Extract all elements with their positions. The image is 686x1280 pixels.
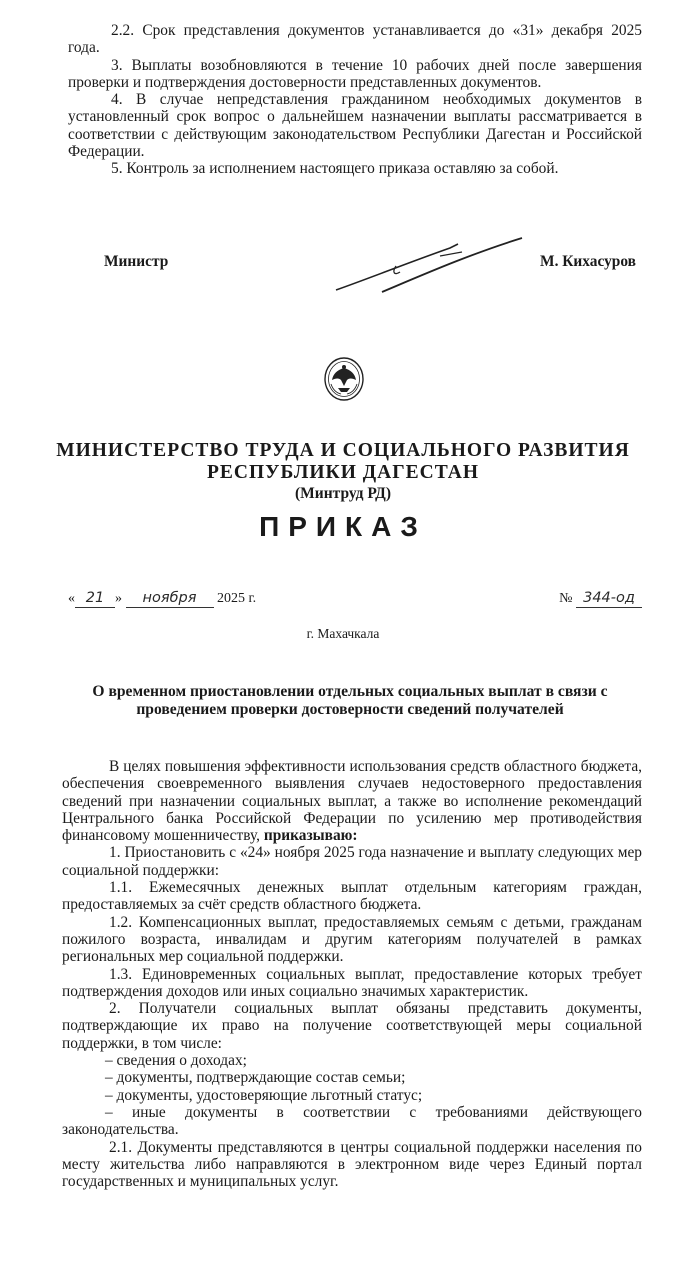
intro-paragraph [62,758,642,844]
signatory-name: М. Кихасуров [540,253,636,270]
city-line: г. Махачкала [306,626,380,641]
paragraph-1-3: 1.3. Единовременных социальных выплат, предоставление которых требует подтверждения доходов или иных социально значимых характеристик. [62,965,642,1000]
ministry-short-name: (Минтруд РД) [295,485,391,502]
ministry-name-line2: РЕСПУБЛИКИ ДАГЕСТАН [206,462,480,483]
paragraph-2: 2. Получатели социальных выплат обязаны представить документы, подтверждающие их право на получение соответствующей меры социальной поддержки, в том числе: [62,1000,642,1052]
list-item: – сведения о доходах; [105,1052,247,1070]
order-body [62,758,642,1190]
date-day: 21 [75,590,115,608]
paragraph-2-1: 2.1. Документы представляются в центры социальной поддержки населения по месту жительства либо направляются в электронном виде через Единый портал государственных и муниципальных услуг. [62,1138,642,1191]
paragraph-3: 3. Выплаты возобновляются в течение 10 рабочих дней после завершения проверки и подтверждения достоверности представленных документов. [68,56,642,91]
intro-bold: приказываю: [263,827,358,845]
intro-text: В целях повышения эффективности использования средств областного бюджета, обеспечения своевременного выявления случаев недостоверного предоставления сведений при назначении социальных выплат, а также во исполнение рекомендаций Центрального банка Российской Федерации по усилению мер противодействия финансовому мошенничеству, [62,758,642,845]
number-value: 344-од [576,590,642,608]
list-item: – документы, удостоверяющие льготный статус; [105,1086,423,1104]
paragraph-4: 4. В случае непредставления гражданином необходимых документов в установленный срок вопрос о дальнейшем назначении выплаты рассматривается в соответствии с действующим законодательством Республики Дагестан и Российской Федерации. [68,91,642,161]
list-item: – иные документы в соответствии с требованиями действующего законодательства. [62,1103,642,1139]
paragraph-1-2: 1.2. Компенсационных выплат, предоставляемых семьям с детьми, гражданам пожилого возраста, инвалидам и другим категориям получателей в рамках региональных мер социальной поддержки. [62,913,642,966]
paragraph-5: 5. Контроль за исполнением настоящего приказа оставляю за собой. [111,160,559,178]
date-month: ноября [126,590,214,608]
list-item: – документы, подтверждающие состав семьи; [105,1069,406,1087]
order-date [68,590,256,608]
signatory-position: Министр [104,253,169,270]
order-title: О временном приостановлении отдельных социальных выплат в связи с проведением проверки достоверности сведений получателей [92,683,608,718]
ministry-name-line1: МИНИСТЕРСТВО ТРУДА И СОЦИАЛЬНОГО РАЗВИТИЯ [56,440,630,461]
date-open-quote: « [68,591,75,606]
coat-of-arms-emblem [323,356,365,402]
paragraph-2-2: 2.2. Срок представления документов устанавливается до «31» декабря 2025 года. [68,22,642,57]
handwritten-signature [330,232,530,298]
order-number [559,590,642,608]
date-close-quote: » [115,591,122,606]
ministry-header [40,440,646,504]
paragraph-1-1: 1.1. Ежемесячных денежных выплат отдельным категориям граждан, предоставляемых за счёт средств областного бюджета. [62,879,642,914]
number-label: № [559,591,573,606]
date-year: 2025 г. [217,591,257,606]
date-number-row [68,590,642,616]
previous-page-continuation [68,22,642,178]
document-type-heading: ПРИКАЗ [259,511,427,542]
paragraph-1: 1. Приостановить с «24» ноября 2025 года назначение и выплату следующих мер социальной поддержки: [62,844,642,879]
